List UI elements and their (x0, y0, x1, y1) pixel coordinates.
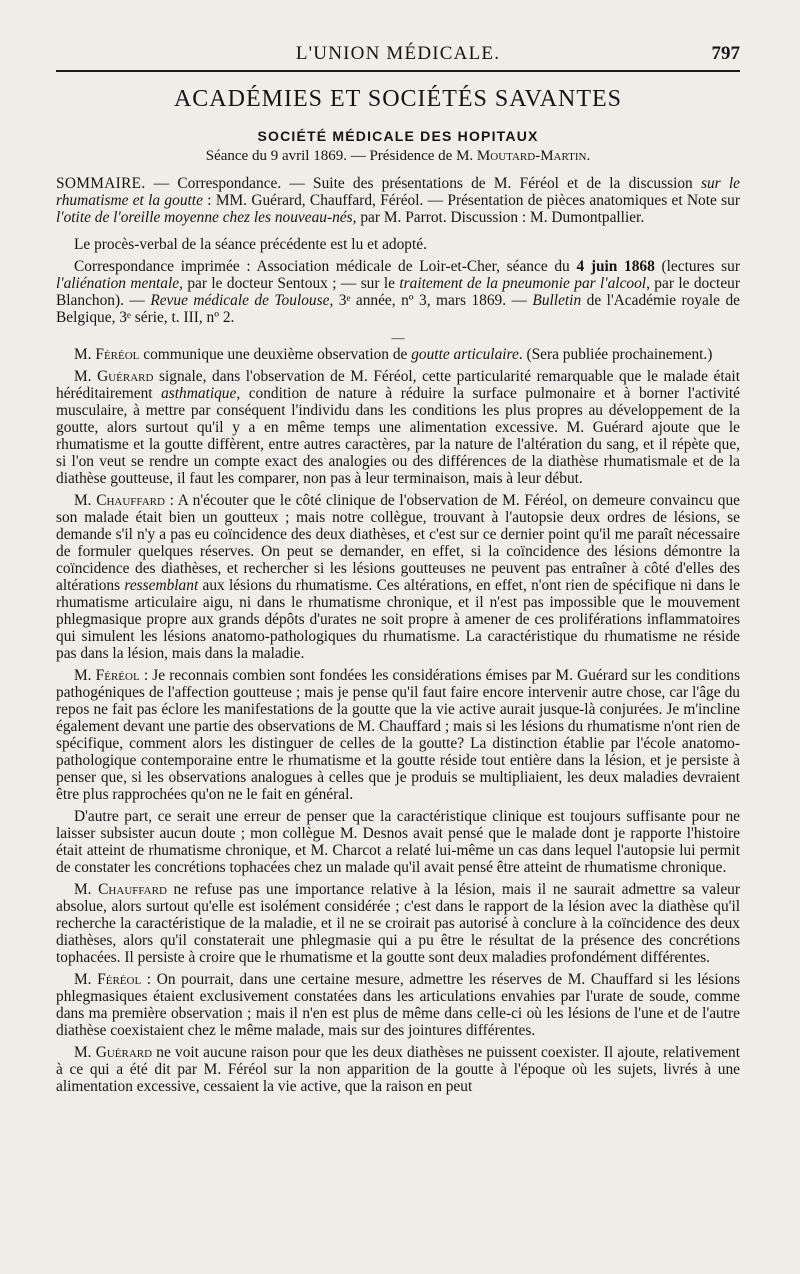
text-run: ne refuse pas une importance relative à la lésion, mais il ne saurait admettre sa valeur absolue, alors surtout qu'elle est isolément considérée ; c'est dans le rapport de la lésion avec la diathèse qu'il recherche la caractéristique de la maladie, et il ne se croirait pas autorisé à conclure à la coïncidence des deux diathèses, alors qu'il constaterait une phlegmasie qui a pu être le résultat de la présence des concrétions tophacées. Il persiste à croire que le rhumatisme et la goutte sont deux maladies profondément différentes. (56, 881, 741, 966)
sommaire-text-1: — Correspondance. — Suite des présentations de M. Féréol et de la discussion (145, 175, 701, 192)
paragraph-chauffard-2 (56, 881, 740, 966)
paragraph-fereol-1 (56, 346, 740, 363)
speaker-name: M. Chauffard (74, 881, 167, 898)
text-run: signale, dans l'observation de M. Féréol, cette particularité remarquable que le malade était héréditairement (56, 368, 740, 402)
date-bold: 4 juin 1868 (576, 258, 655, 275)
text-run: . (Sera publiée prochainement.) (518, 346, 713, 363)
text-run: Correspondance imprimée : Association médicale de Loir-et-Cher, séance du (74, 258, 577, 275)
text-run: (lectures sur (654, 258, 740, 275)
society-heading: SOCIÉTÉ MÉDICALE DES HOPITAUX (257, 128, 539, 144)
sommaire-italic-1: sur le rhumatisme et la goutte (56, 175, 740, 209)
sommaire-italic-2: l'otite de l'oreille moyenne chez les nouveau-nés, (56, 209, 357, 226)
speaker-name: M. Féréol (74, 667, 140, 684)
header-rule (56, 70, 740, 72)
seance-suffix: . (586, 148, 591, 164)
paragraph-guerard-1 (56, 368, 740, 487)
seance-line (56, 148, 740, 165)
text-run: , par le docteur Blanchon). — (56, 275, 740, 309)
italic-term: asthmatique (161, 385, 237, 402)
text-run: communique une deuxième observation de (139, 346, 412, 363)
speaker-name: M. Féréol (74, 346, 140, 363)
sommaire (56, 175, 740, 226)
sommaire-text-2: : MM. Guérard, Chauffard, Féréol. — Présentation de pièces anatomiques et Note sur (202, 192, 740, 209)
text-run: , 3ᵉ année, nº 3, mars 1869. — (329, 292, 533, 309)
speaker-name: M. Féréol (74, 971, 142, 988)
paragraph-fereol-2 (56, 667, 740, 803)
text-run: : Je reconnais combien sont fondées les considérations émises par M. Guérard sur les conditions pathogéniques de l'affection goutteuse ; mais je pense qu'il faut faire encore intervenir autre chose, car l'âge du repos ne fait pas éclore les manifestations de la goutte que la vie active aurait jusque-là conjurées. Je m'incline également devant une partie des observations de M. Chauffard ; mais si les lésions du rhumatisme n'ont rien de spécifique, comment alors les distinguer de celles de la goutte? La distinction établie par l'école anatomo-pathologique contemporaine entre le rhumatisme et la goutte réside tout entière dans la lésion, et je persiste à penser que, si les observations analogues à celles que je produis se multipliaient, les deux maladies devraient être plus rapprochées qu'on ne le fait en général. (56, 667, 740, 803)
paragraph-chauffard-1 (56, 492, 740, 662)
president-name: Moutard-Martin (476, 148, 587, 164)
speaker-name: M. Guérard (74, 368, 154, 385)
speaker-name: M. Chauffard (74, 492, 165, 509)
running-head (56, 43, 740, 69)
section-title: ACADÉMIES ET SOCIÉTÉS SAVANTES (173, 86, 623, 112)
italic-title: Revue médicale de Toulouse (150, 292, 330, 309)
text-run: : A n'écouter que le côté clinique de l'observation de M. Féréol, on demeure convaincu que son malade était bien un goutteux ; mais notre collègue, trouvant à l'autopsie deux ordres de lésions, se demande s'il n'y a pas eu coïncidence des deux diathèses, et c'est sur ce dernier point qu'il me paraît nécessaire de formuler quelques réserves. On peut se demander, en effet, si la coïncidence des lésions démontre la coïncidence des diathèses, et rechercher si les lésions goutteuses ne peuvent pas entraîner à côté d'elles des altérations (56, 492, 740, 594)
seance-prefix: Séance du 9 avril 1869. — Présidence de M. (205, 148, 477, 164)
sommaire-text-3: par M. Parrot. Discussion : M. Dumontpallier. (356, 209, 645, 226)
paragraph-fereol-2-continued: D'autre part, ce serait une erreur de penser que la caractéristique clinique est toujours suffisante pour ne laisser subsister aucun doute ; mon collègue M. Desnos avait pensé que le malade dont je rapporte l'histoire était atteint de rhumatisme chronique, et M. Charcot a relaté lui-même un cas dans lequel l'autopsie lui permit de constater les concrétions tophacées chez un malade qu'il avait pensé être atteint de rhumatisme chronique. (56, 808, 740, 876)
italic-title: traitement de la pneumonie par l'alcool (399, 275, 647, 292)
paragraph-fereol-3 (56, 971, 740, 1039)
italic-title: Bulletin (532, 292, 582, 309)
paragraph-proces-verbal: Le procès-verbal de la séance précédente est lu et adopté. (74, 236, 427, 253)
italic-term: ressemblant (124, 577, 199, 594)
text-run: aux lésions du rhumatisme. Ces altérations, en effet, n'ont rien de spécifique ni dans le rhumatisme articulaire aigu, ni dans le rhumatisme chronique, et il n'est pas impossible que le mouvement phlegmasique propre aux grands dépôts d'urates ne soit propre à amener de ces proliférations inflammatoires qui simulent les lésions anatomo-pathologiques du rhumatisme. La caractéristique du rhumatisme ne réside pas dans la lésion, mais dans la maladie. (56, 577, 740, 662)
text-run: ne voit aucune raison pour que les deux diathèses ne puissent coexister. Il ajoute, relativement à ce qui a été dit par M. Féréol sur la non apparition de la goutte à l'époque où les sujets, livrés à une alimentation excessive, cessaient la vie active, que la raison en peut (56, 1044, 740, 1095)
text-run: de l'Académie royale de Belgique, 3ᵉ série, t. III, nº 2. (56, 292, 740, 326)
speaker-name: M. Guérard (74, 1044, 153, 1061)
text-run: : On pourrait, dans une certaine mesure, admettre les réserves de M. Chauffard si les lésions phlegmasiques étaient exclusivement constatées dans les articulations envahies par l'urate de soude, comme dans ma première observation ; mais il n'en est plus de même dans celle-ci où les lésions de l'une et de l'autre diathèse coexistaient chez le même malade, mais sur des jointures différentes. (56, 971, 740, 1039)
italic-term: goutte articulaire (411, 346, 519, 363)
article-body (56, 86, 740, 1100)
sommaire-label: SOMMAIRE. (56, 175, 146, 192)
paragraph-correspondance (56, 258, 740, 326)
running-title: L'UNION MÉDICALE. (295, 43, 501, 64)
page-number: 797 (711, 43, 740, 64)
paragraph-guerard-2 (56, 1044, 740, 1095)
text-run: , condition de nature à réduire la surface pulmonaire et à borner l'activité musculaire, à mettre par conséquent l'individu dans les conditions les plus propres au développement de la goutte, alors surtout qu'il y a en même temps une alimentation excessive. M. Guérard ajoute que le rhumatisme et la goutte diffèrent, entre autres caractères, par la nature de l'altération du sang, et il répète que, si l'on veut se rendre un compte exact des analogies ou des différences de la diathèse rhumatismale et de la diathèse goutteuse, il faut les comparer, non pas à leur terminaison, mais à leur début. (56, 385, 740, 487)
separator-dash: — (391, 330, 405, 345)
text-run: , par le docteur Sentoux ; — sur le (179, 275, 400, 292)
italic-title: l'aliénation mentale (56, 275, 180, 292)
